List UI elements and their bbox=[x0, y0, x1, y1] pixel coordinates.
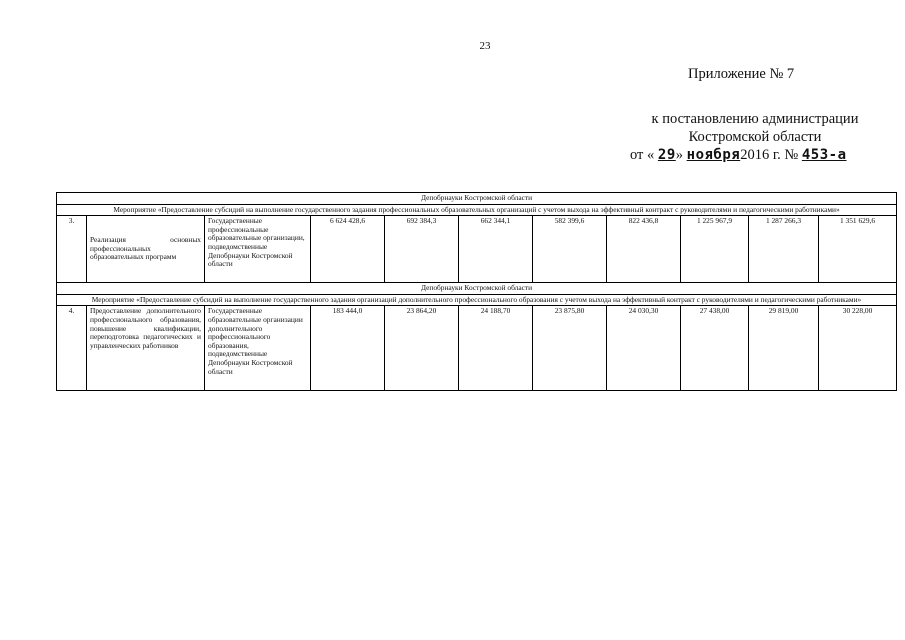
value-cell: 183 444,0 bbox=[311, 306, 385, 391]
value-cell: 6 624 428,6 bbox=[311, 216, 385, 283]
department-row bbox=[57, 193, 897, 205]
date-mid: » bbox=[675, 147, 684, 163]
value-cell: 24 030,30 bbox=[607, 306, 681, 391]
date-month: ноября bbox=[686, 147, 741, 163]
value-cell: 1 225 967,9 bbox=[681, 216, 749, 283]
value-cell: 1 287 266,3 bbox=[749, 216, 819, 283]
approval-date-line bbox=[620, 146, 890, 164]
approval-block bbox=[620, 110, 890, 164]
funding-table bbox=[56, 192, 897, 391]
value-cell: 24 188,70 bbox=[459, 306, 533, 391]
event-cell: Мероприятие «Предоставление субсидий на выполнение государственного задания профессиональных образовательных организаций с учетом выхода на эффективный контракт с руководителями и педагогическими работниками» bbox=[57, 204, 897, 216]
program-name: Предоставление дополнительного профессионального образования, повышение квалификации, переподготовка педагогических и управленческих работников bbox=[87, 306, 205, 391]
department-cell: Депобрнауки Костромской области bbox=[57, 283, 897, 295]
department-cell: Депобрнауки Костромской области bbox=[57, 193, 897, 205]
value-cell: 692 384,3 bbox=[385, 216, 459, 283]
value-cell: 822 436,8 bbox=[607, 216, 681, 283]
date-prefix: от « bbox=[630, 147, 655, 163]
event-row bbox=[57, 204, 897, 216]
value-cell: 29 819,00 bbox=[749, 306, 819, 391]
table-row bbox=[57, 216, 897, 283]
program-name: Реализация основных профессиональных образовательных программ bbox=[87, 216, 205, 283]
event-cell: Мероприятие «Предоставление субсидий на выполнение государственного задания организаций дополнительного профессионального образования с учетом выхода на эффективный контракт с руководителями и педагогическими работниками» bbox=[57, 294, 897, 306]
executor: Государственные профессиональные образовательные организации, подведомственные Депобрнауки Костромской области bbox=[205, 216, 311, 283]
department-row bbox=[57, 283, 897, 295]
approval-line-1: к постановлению администрации bbox=[651, 111, 859, 127]
executor: Государственные образовательные организации дополнительного профессионального образования, подведомственные Депобрнауки Костромской области bbox=[205, 306, 311, 391]
value-cell: 23 864,20 bbox=[385, 306, 459, 391]
page-number: 23 bbox=[479, 40, 491, 52]
value-cell: 27 438,00 bbox=[681, 306, 749, 391]
value-cell: 662 344,1 bbox=[459, 216, 533, 283]
appendix-title: Приложение № 7 bbox=[688, 66, 795, 82]
table-row bbox=[57, 306, 897, 391]
value-cell: 582 399,6 bbox=[533, 216, 607, 283]
date-year: 2016 г. № bbox=[740, 147, 799, 163]
event-row bbox=[57, 294, 897, 306]
value-cell: 1 351 629,6 bbox=[819, 216, 897, 283]
value-cell: 30 228,00 bbox=[819, 306, 897, 391]
value-cell: 23 875,80 bbox=[533, 306, 607, 391]
approval-line-2: Костромской области bbox=[688, 129, 822, 145]
date-day: 29 bbox=[657, 147, 676, 163]
row-number: 3. bbox=[57, 216, 87, 283]
document-number: 453-а bbox=[801, 147, 847, 163]
row-number: 4. bbox=[57, 306, 87, 391]
